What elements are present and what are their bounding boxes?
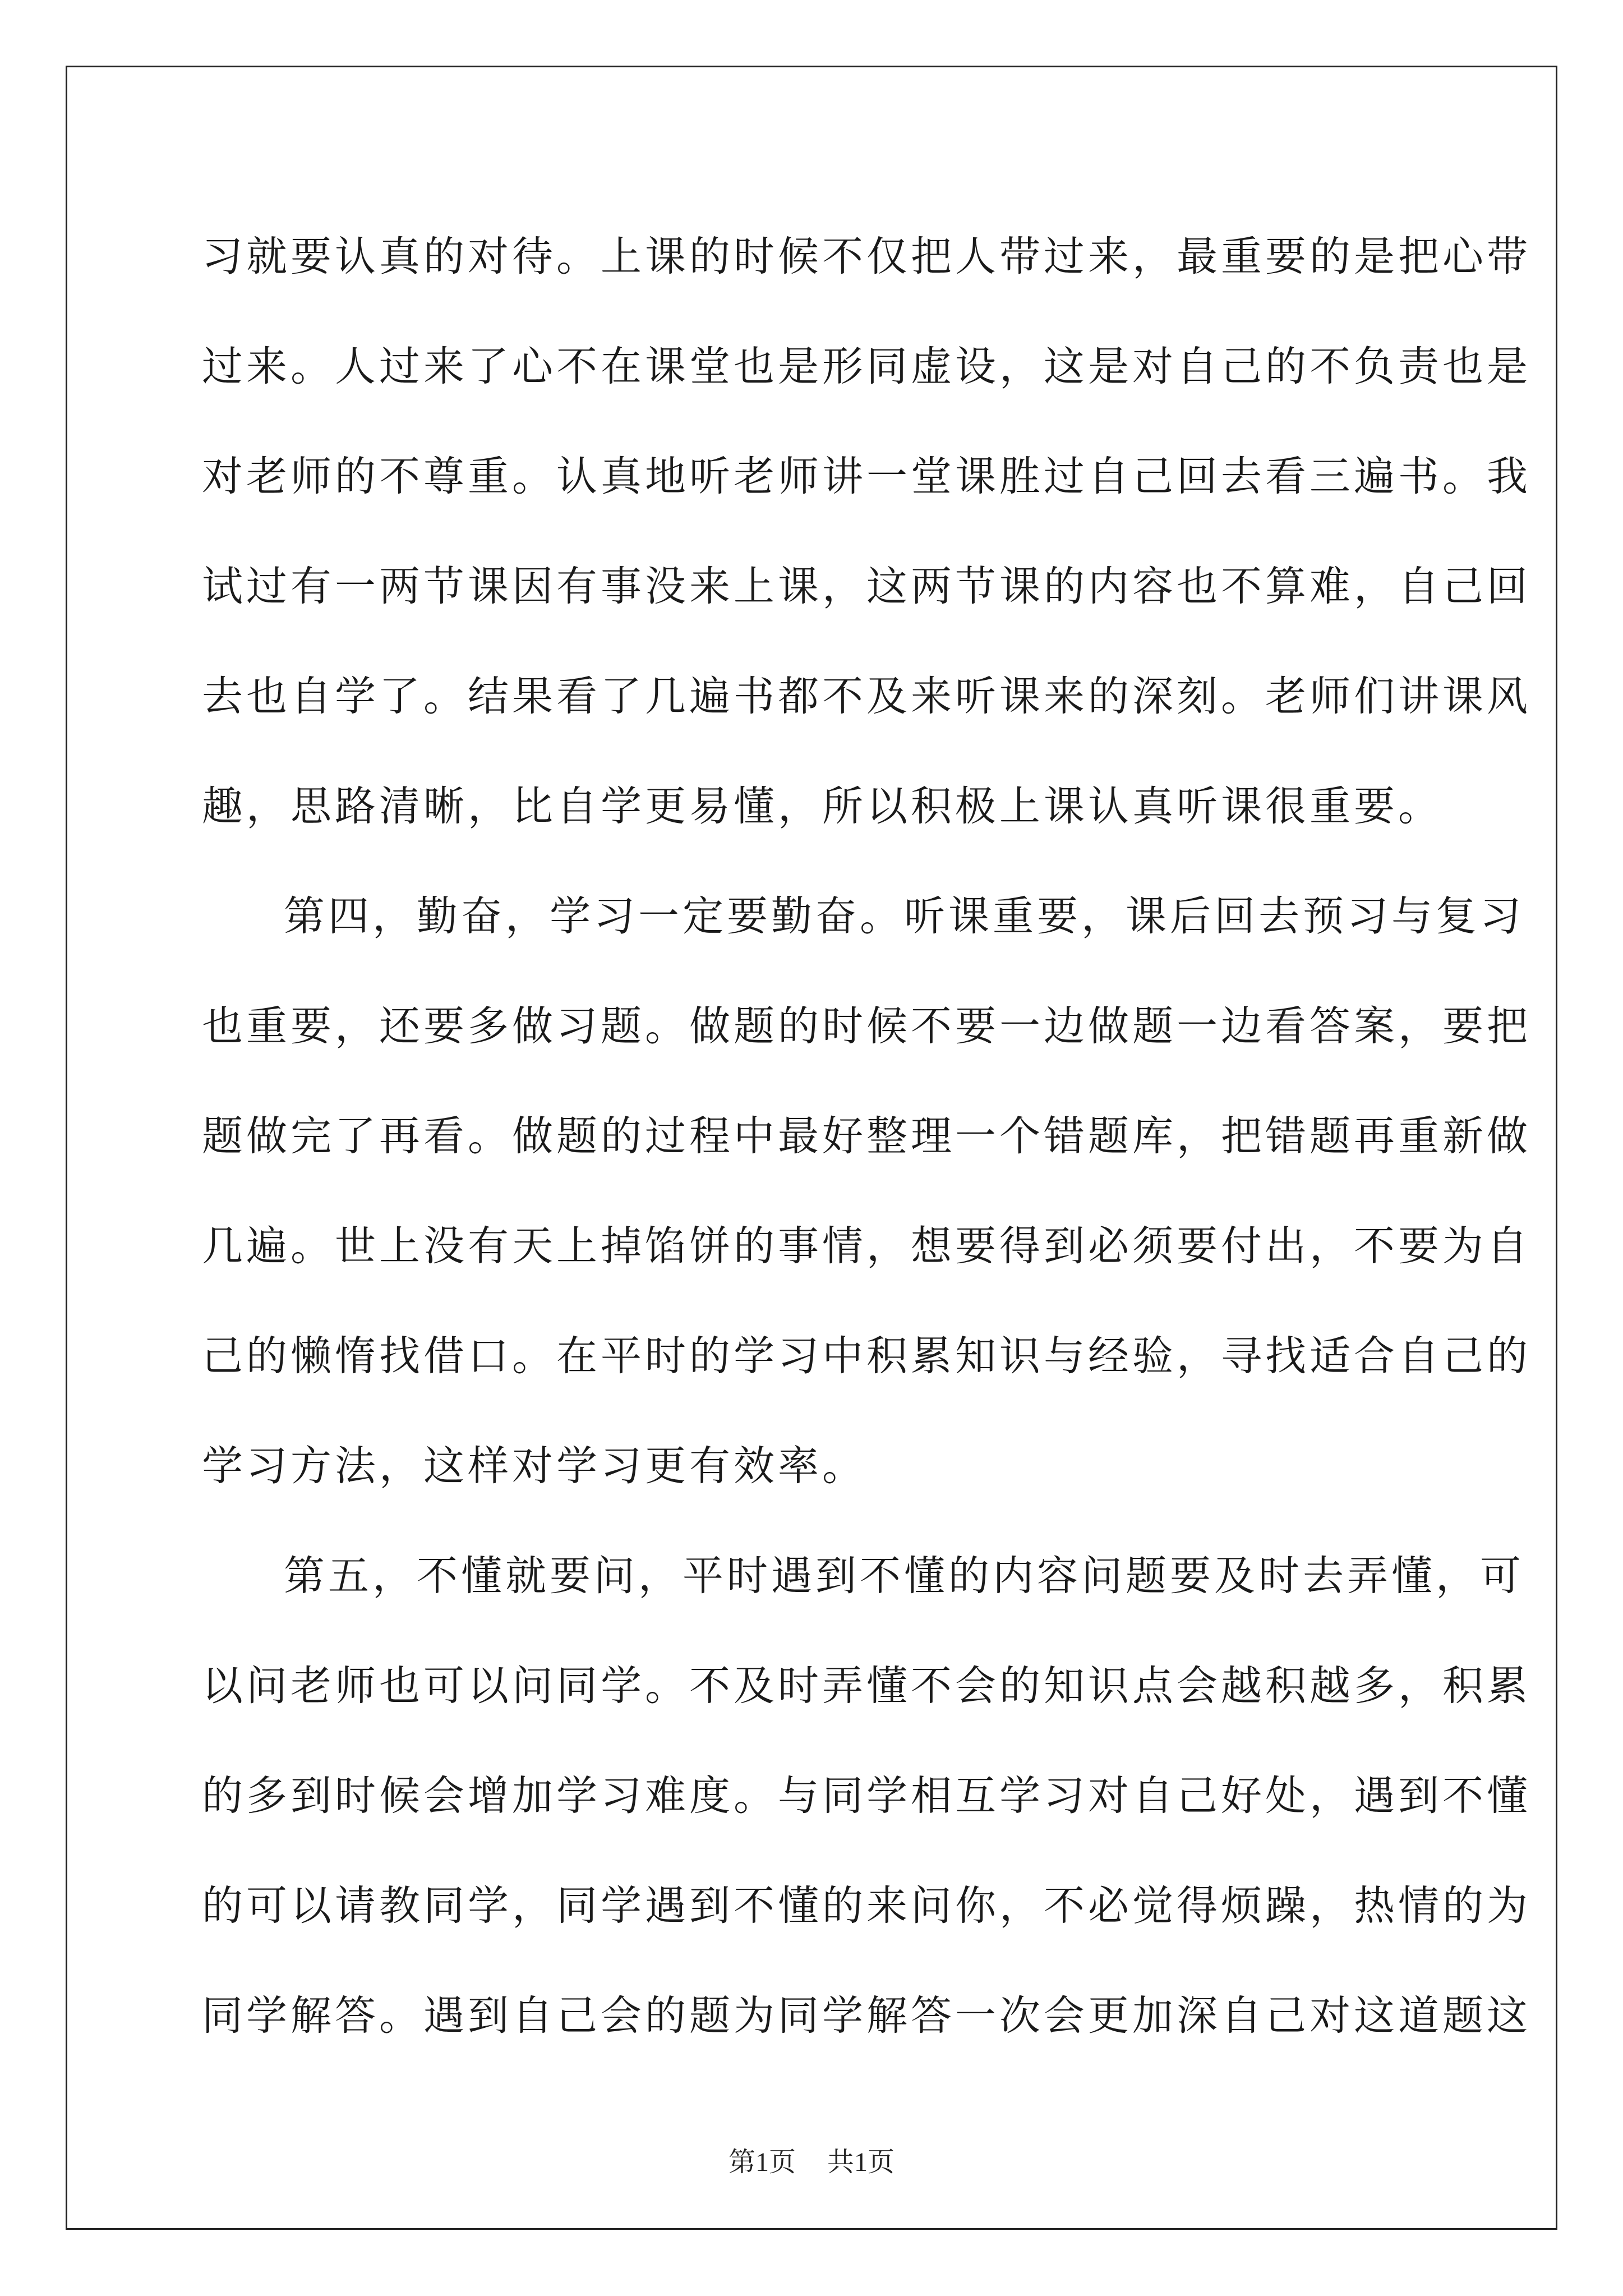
text-line: 几遍。世上没有天上掉馅饼的事情，想要得到必须要付出，不要为自 [202,1222,1531,1270]
text-line: 去也自学了。结果看了几遍书都不及来听课来的深刻。老师们讲课风 [202,673,1531,720]
text-line: 对老师的不尊重。认真地听老师讲一堂课胜过自己回去看三遍书。我 [202,453,1531,500]
text-line: 试过有一两节课因有事没来上课，这两节课的内容也不算难，自己回 [202,563,1531,610]
text-line: 的可以请教同学，同学遇到不懂的来问你，不必觉得烦躁，热情的为 [202,1882,1531,1930]
text-line: 学习方法，这样对学习更有效率。 [202,1442,866,1490]
text-line: 第五，不懂就要问，平时遇到不懂的内容问题要及时去弄懂，可 [284,1552,1524,1600]
document-body [202,202,1531,2071]
text-line: 以问老师也可以问同学。不及时弄懂不会的知识点会越积越多，积累 [202,1662,1531,1710]
page-number: 第1页 [728,2147,796,2177]
page-total: 共1页 [827,2147,895,2177]
text-line: 也重要，还要多做习题。做题的时候不要一边做题一边看答案，要把 [202,1002,1531,1050]
text-line: 己的懒惰找借口。在平时的学习中积累知识与经验，寻找适合自己的 [202,1332,1531,1380]
page-footer [0,2140,1623,2179]
text-line: 第四，勤奋，学习一定要勤奋。听课重要，课后回去预习与复习 [284,892,1524,940]
text-line: 习就要认真的对待。上课的时候不仅把人带过来，最重要的是把心带 [202,233,1531,280]
text-line: 的多到时候会增加学习难度。与同学相互学习对自己好处，遇到不懂 [202,1772,1531,1820]
text-line: 同学解答。遇到自己会的题为同学解答一次会更加深自己对这道题这 [202,1992,1531,2040]
text-line: 题做完了再看。做题的过程中最好整理一个错题库，把错题再重新做 [202,1112,1531,1160]
text-line: 趣，思路清晰，比自学更易懂，所以积极上课认真听课很重要。 [202,783,1442,830]
text-line: 过来。人过来了心不在课堂也是形同虚设，这是对自己的不负责也是 [202,343,1531,390]
